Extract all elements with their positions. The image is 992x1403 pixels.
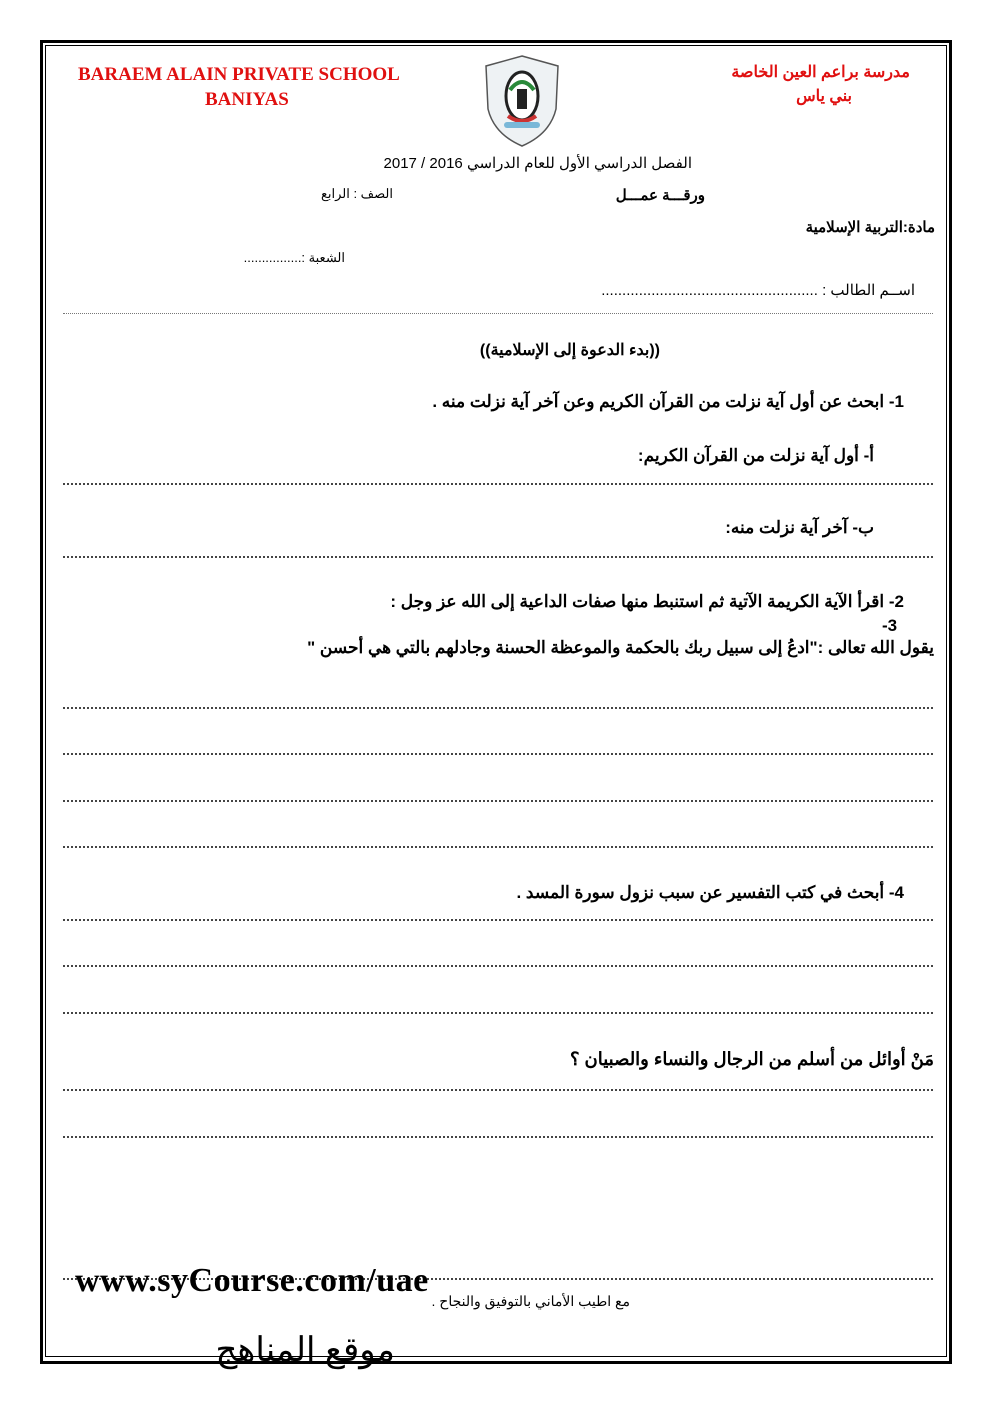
answer-line[interactable] [63, 556, 933, 558]
worksheet-title: ((بدء الدعوة إلى الإسلامية)) [479, 342, 660, 359]
question-3-marker: -3 [882, 616, 898, 635]
answer-line[interactable] [63, 753, 933, 755]
answer-line[interactable] [63, 483, 933, 485]
student-name-field[interactable]: اســم الطالب : .................................................... [601, 282, 915, 299]
verse-text: يقول الله تعالى :"ادعُ إلى سبيل ربك بالحكمة والموعظة الحسنة وجادلهم بالتي هي أحسن " [307, 638, 934, 657]
question-2: 2- اقرأ الآية الكريمة الآتية ثم استنبط منها صفات الداعية إلى الله عز وجل : [390, 592, 904, 611]
answer-line[interactable] [63, 800, 933, 802]
school-name-ar: مدرسة براعم العين الخاصة [731, 64, 910, 81]
school-city-en: BANIYAS [205, 89, 289, 110]
school-logo [482, 54, 562, 149]
answer-line[interactable] [63, 707, 933, 709]
watermark-url: www.syCourse.com/uae [75, 1262, 429, 1299]
answer-line[interactable] [63, 846, 933, 848]
question-1: 1- ابحث عن أول آية نزلت من القرآن الكريم وعن آخر آية نزلت منه . [432, 392, 904, 411]
answer-line[interactable] [63, 1012, 933, 1014]
school-name-en: BARAEM ALAIN PRIVATE SCHOOL [78, 64, 400, 85]
question-4: 4- أبحث في كتب التفسير عن سبب نزول سورة المسد . [516, 883, 904, 902]
divider [63, 313, 933, 314]
answer-line[interactable] [63, 1089, 933, 1091]
closing-wishes: مع اطيب الأماني بالتوفيق والنجاح . [431, 1293, 630, 1309]
semester-line: الفصل الدراسي الأول للعام الدراسي 2016 / 2017 [383, 155, 692, 172]
watermark-arabic: موقع المناهج [215, 1331, 395, 1369]
question-1b: ب- آخر آية نزلت منه: [725, 518, 874, 537]
grade-label: الصف : الرابع [320, 186, 393, 201]
school-city-ar: بني ياس [796, 88, 852, 105]
answer-line[interactable] [63, 965, 933, 967]
answer-line[interactable] [63, 919, 933, 921]
question-5: مَنْ أوائل من أسلم من الرجال والنساء والصبيان ؟ [569, 1049, 934, 1069]
answer-line[interactable] [63, 1136, 933, 1138]
subject-label: مادة:التربية الإسلامية [805, 219, 935, 236]
section-field[interactable]: الشعبة :................ [243, 250, 345, 265]
page-border-inner [45, 45, 947, 1357]
document-type: ورقـــة عمـــل [615, 187, 705, 204]
question-1a: أ- أول آية نزلت من القرآن الكريم: [637, 446, 874, 465]
